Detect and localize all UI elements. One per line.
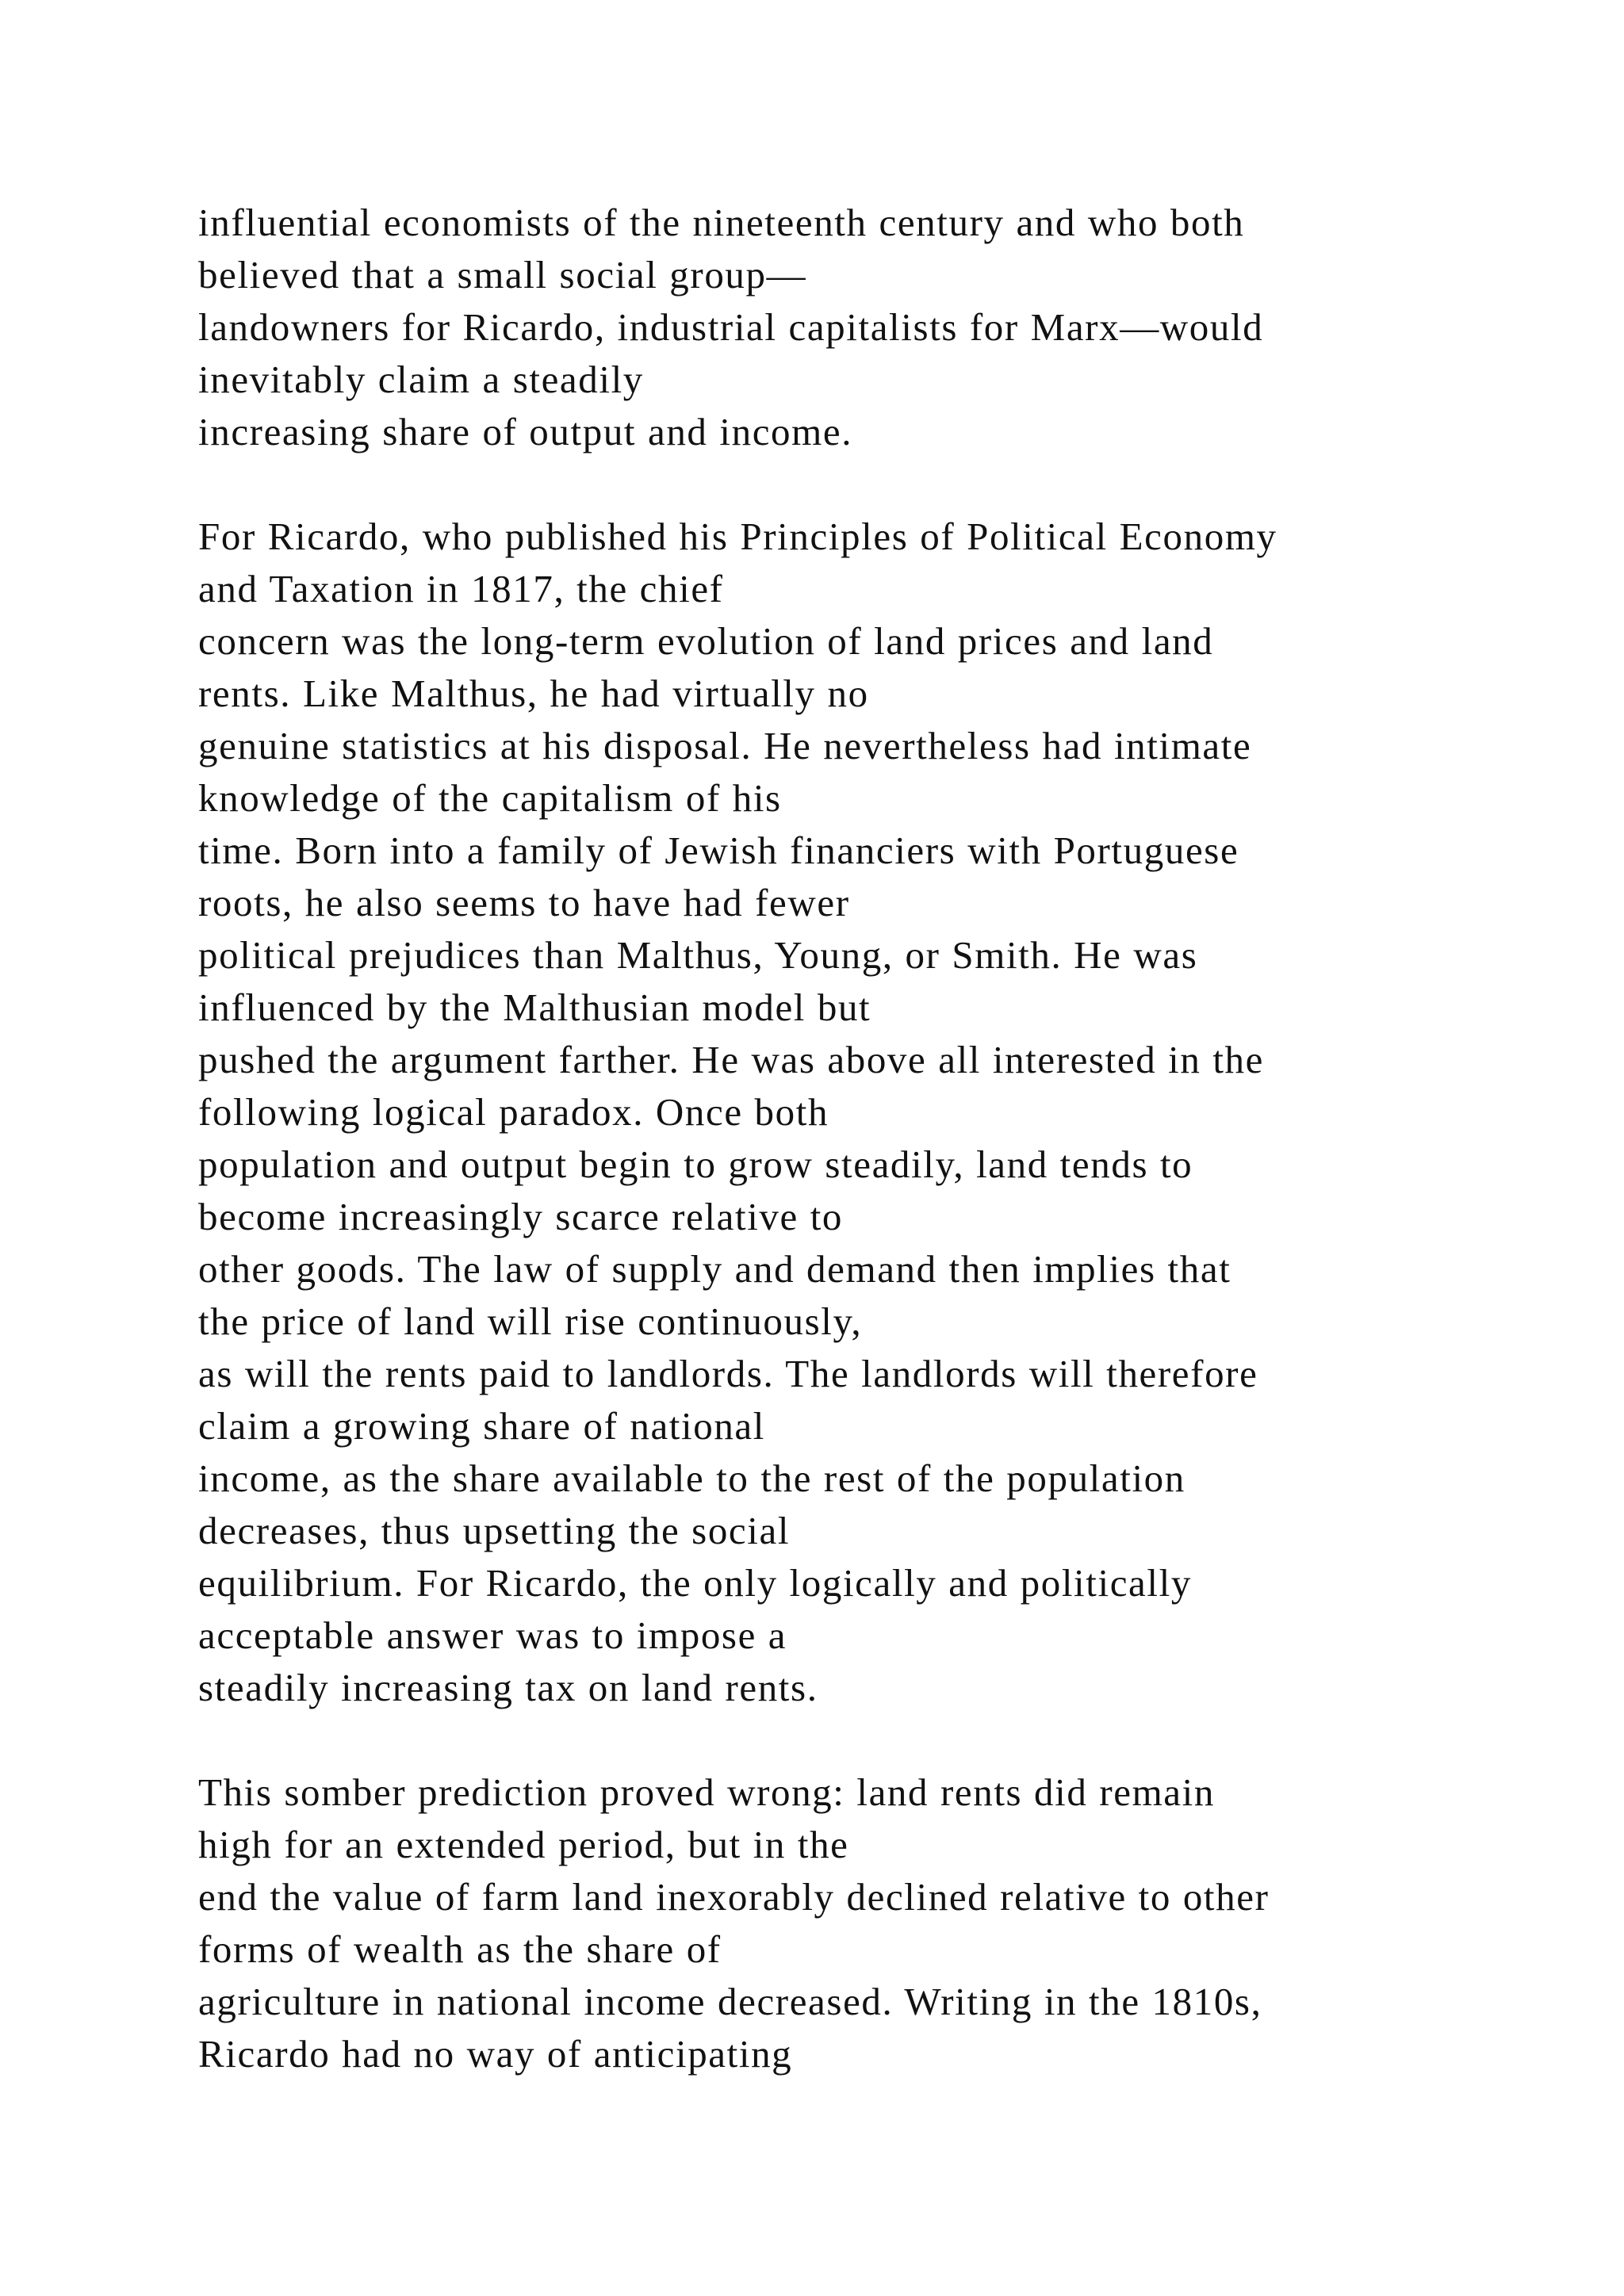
text-line: increasing share of output and income. bbox=[198, 410, 853, 453]
text-line: genuine statistics at his disposal. He nevertheless had intimate bbox=[198, 724, 1252, 767]
paragraph-2 bbox=[198, 511, 1594, 1714]
text-line: believed that a small social group— bbox=[198, 253, 807, 297]
text-line: claim a growing share of national bbox=[198, 1404, 765, 1448]
text-line: This somber prediction proved wrong: land rents did remain bbox=[198, 1770, 1215, 1814]
text-line: knowledge of the capitalism of his bbox=[198, 776, 782, 820]
text-line: influenced by the Malthusian model but bbox=[198, 985, 871, 1029]
text-line: For Ricardo, who published his Principles of Political Economy bbox=[198, 515, 1277, 558]
paragraph-gap bbox=[198, 1714, 1594, 1766]
text-line: forms of wealth as the share of bbox=[198, 1927, 722, 1971]
text-line: high for an extended period, but in the bbox=[198, 1823, 849, 1866]
text-line: following logical paradox. Once both bbox=[198, 1090, 829, 1134]
text-line: inevitably claim a steadily bbox=[198, 358, 644, 401]
text-line: pushed the argument farther. He was above all interested in the bbox=[198, 1038, 1265, 1081]
text-line: other goods. The law of supply and demand then implies that bbox=[198, 1247, 1231, 1291]
text-line: the price of land will rise continuously, bbox=[198, 1299, 863, 1343]
text-line: landowners for Ricardo, industrial capitalists for Marx—would bbox=[198, 305, 1264, 349]
text-line: equilibrium. For Ricardo, the only logically and politically bbox=[198, 1561, 1192, 1605]
text-line: acceptable answer was to impose a bbox=[198, 1613, 787, 1657]
paragraph-1 bbox=[198, 197, 1594, 458]
text-line: steadily increasing tax on land rents. bbox=[198, 1666, 818, 1709]
text-line: rents. Like Malthus, he had virtually no bbox=[198, 672, 869, 715]
text-line: decreases, thus upsetting the social bbox=[198, 1509, 791, 1552]
document-body bbox=[198, 197, 1594, 2080]
text-line: Ricardo had no way of anticipating bbox=[198, 2032, 793, 2076]
text-line: roots, he also seems to have had fewer bbox=[198, 881, 850, 924]
text-line: influential economists of the nineteenth century and who both bbox=[198, 201, 1245, 244]
text-line: become increasingly scarce relative to bbox=[198, 1195, 844, 1238]
text-line: end the value of farm land inexorably declined relative to other bbox=[198, 1875, 1270, 1919]
text-line: income, as the share available to the rest of the population bbox=[198, 1456, 1185, 1500]
text-line: as will the rents paid to landlords. The landlords will therefore bbox=[198, 1352, 1258, 1395]
text-line: time. Born into a family of Jewish financiers with Portuguese bbox=[198, 828, 1239, 872]
text-line: and Taxation in 1817, the chief bbox=[198, 567, 724, 610]
text-line: population and output begin to grow steadily, land tends to bbox=[198, 1142, 1193, 1186]
text-line: political prejudices than Malthus, Young, or Smith. He was bbox=[198, 933, 1198, 977]
paragraph-3 bbox=[198, 1766, 1594, 2080]
text-line: concern was the long-term evolution of land prices and land bbox=[198, 619, 1214, 663]
text-line: agriculture in national income decreased. Writing in the 1810s, bbox=[198, 1980, 1262, 2023]
paragraph-gap bbox=[198, 458, 1594, 511]
